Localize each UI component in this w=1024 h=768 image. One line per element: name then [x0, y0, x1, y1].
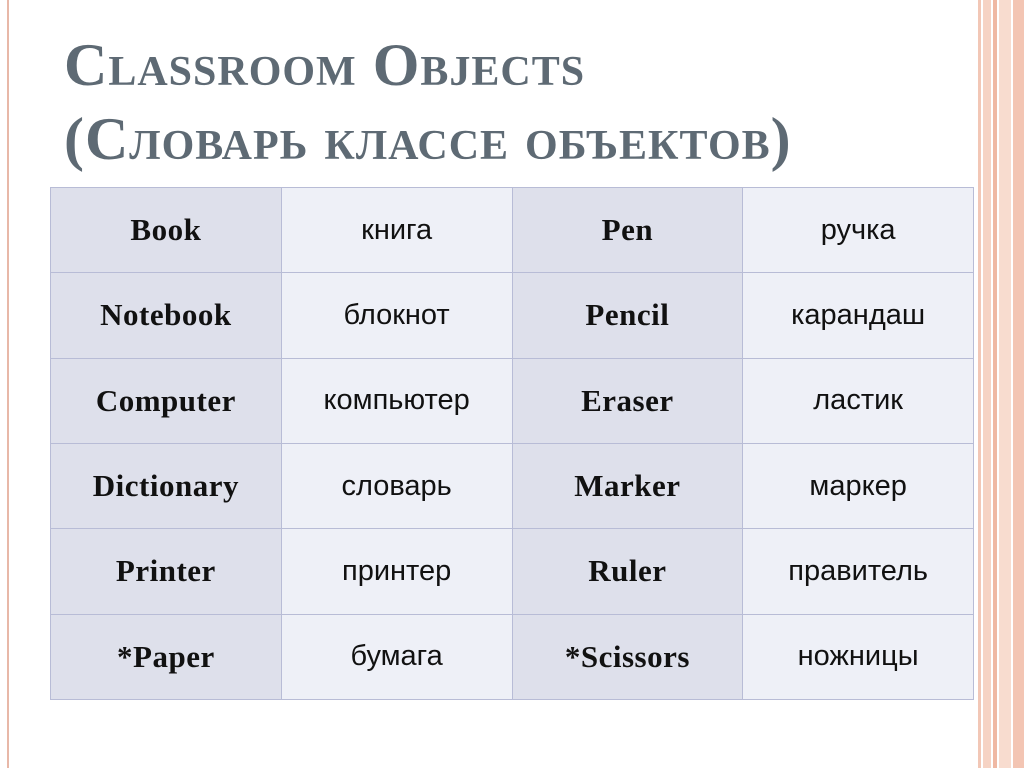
right-decorative-stripe — [1013, 0, 1024, 768]
english-word-cell: Marker — [512, 443, 743, 528]
table-row — [51, 443, 974, 528]
english-word-cell: *Scissors — [512, 614, 743, 699]
english-word-cell: Printer — [51, 529, 282, 614]
right-decorative-stripe — [993, 0, 997, 768]
slide-title — [64, 28, 792, 176]
russian-word-cell: ножницы — [743, 614, 974, 699]
russian-word-cell: бумага — [281, 614, 512, 699]
russian-word-cell: маркер — [743, 443, 974, 528]
table-row — [51, 529, 974, 614]
russian-word-cell: словарь — [281, 443, 512, 528]
english-word-cell: *Paper — [51, 614, 282, 699]
table-row — [51, 358, 974, 443]
right-decorative-stripe — [999, 0, 1011, 768]
russian-word-cell: книга — [281, 188, 512, 273]
english-word-cell: Computer — [51, 358, 282, 443]
russian-word-cell: блокнот — [281, 273, 512, 358]
english-word-cell: Eraser — [512, 358, 743, 443]
english-word-cell: Dictionary — [51, 443, 282, 528]
table-row — [51, 273, 974, 358]
russian-word-cell: ластик — [743, 358, 974, 443]
english-word-cell: Ruler — [512, 529, 743, 614]
english-word-cell: Book — [51, 188, 282, 273]
english-word-cell: Notebook — [51, 273, 282, 358]
title-line-english: Classroom Objects — [64, 32, 586, 98]
title-line-russian: (Словарь классе объектов) — [64, 106, 792, 172]
right-decorative-stripe — [983, 0, 991, 768]
russian-word-cell: ручка — [743, 188, 974, 273]
left-decorative-line — [7, 0, 9, 768]
table-row — [51, 188, 974, 273]
table-row — [51, 614, 974, 699]
english-word-cell: Pen — [512, 188, 743, 273]
russian-word-cell: принтер — [281, 529, 512, 614]
russian-word-cell: компьютер — [281, 358, 512, 443]
russian-word-cell: правитель — [743, 529, 974, 614]
vocabulary-table — [50, 187, 974, 700]
right-decorative-stripe — [978, 0, 981, 768]
russian-word-cell: карандаш — [743, 273, 974, 358]
english-word-cell: Pencil — [512, 273, 743, 358]
